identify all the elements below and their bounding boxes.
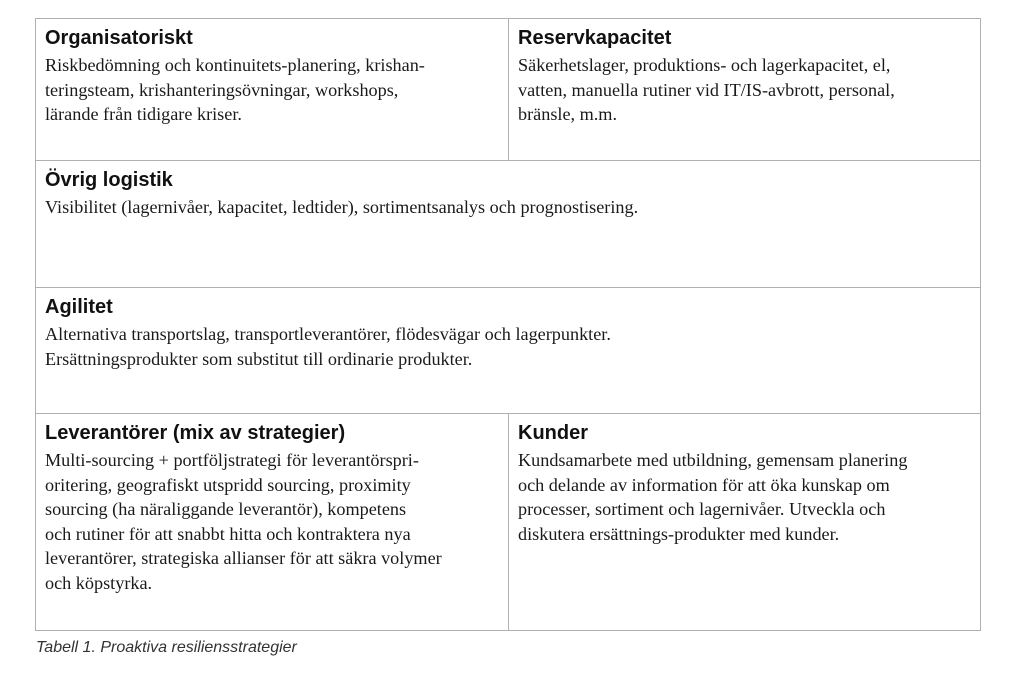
text-line: Riskbedömning och kontinuitets-planering, krishan-	[45, 55, 425, 75]
cell-heading: Leverantörer (mix av strategier)	[45, 422, 346, 444]
text-line: Ersättningsprodukter som substitut till ordinarie produkter.	[45, 348, 473, 369]
table-row	[36, 19, 980, 160]
cell-organisatoriskt	[36, 19, 509, 160]
text-line: processer, sortiment och lagernivåer. Utveckla och	[518, 499, 886, 519]
text-line: lärande från tidigare kriser.	[45, 104, 242, 124]
cell-heading: Reservkapacitet	[518, 27, 672, 49]
table-row	[36, 413, 980, 630]
text-line: och köpstyrka.	[45, 572, 153, 593]
text-line: Kundsamarbete med utbildning, gemensam planering	[518, 450, 908, 470]
strategy-table	[35, 18, 981, 631]
cell-ovrig-logistik	[36, 161, 980, 287]
text-line: Multi-sourcing + portföljstrategi för leverantörspri-	[45, 450, 419, 470]
table-row	[36, 287, 980, 413]
cell-kunder	[509, 414, 980, 630]
cell-body	[45, 53, 499, 127]
text-line: diskutera ersättnings-produkter med kunder.	[518, 523, 840, 544]
text-line: vatten, manuella rutiner vid IT/IS-avbrott, personal,	[518, 79, 895, 100]
text-line: leverantörer, strategiska allianser för att säkra volymer	[45, 548, 442, 568]
cell-body	[518, 448, 971, 546]
cell-heading: Organisatoriskt	[45, 27, 193, 49]
text-line: bränsle, m.m.	[518, 104, 618, 124]
cell-heading: Kunder	[518, 422, 588, 444]
text-line: Säkerhetslager, produktions- och lagerkapacitet, el,	[518, 55, 891, 75]
cell-heading: Övrig logistik	[45, 169, 173, 191]
cell-body	[45, 448, 499, 595]
cell-body	[45, 195, 971, 220]
text-line: Visibilitet (lagernivåer, kapacitet, ledtider), sortimentsanalys och prognostisering.	[45, 197, 639, 217]
cell-leverantorer	[36, 414, 509, 630]
cell-reservkapacitet	[509, 19, 980, 160]
text-line: och delande av information för att öka kunskap om	[518, 474, 890, 495]
cell-body	[518, 53, 971, 127]
cell-agilitet	[36, 288, 980, 413]
text-line: sourcing (ha näraliggande leverantör), kompetens	[45, 499, 407, 519]
table-row	[36, 160, 980, 287]
table-caption: Tabell 1. Proaktiva resiliensstrategier	[36, 639, 297, 656]
text-line: oritering, geografiskt utspridd sourcing, proximity	[45, 474, 411, 495]
cell-heading: Agilitet	[45, 296, 113, 318]
cell-body	[45, 322, 971, 371]
text-line: teringsteam, krishanteringsövningar, workshops,	[45, 79, 399, 100]
text-line: Alternativa transportslag, transportleverantörer, flödesvägar och lagerpunkter.	[45, 324, 611, 344]
text-line: och rutiner för att snabbt hitta och kontraktera nya	[45, 523, 411, 544]
